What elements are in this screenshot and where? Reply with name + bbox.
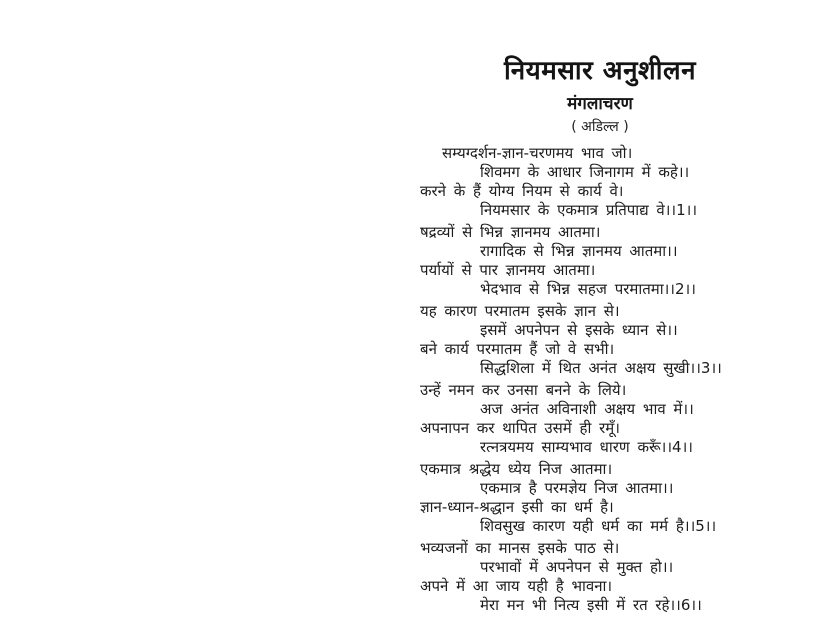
verse-line: शिवसुख कारण यही धर्म का मर्म है।।5।।	[480, 517, 717, 535]
verse-line: मेरा मन भी नित्य इसी में रत रहे।।6।।	[480, 596, 702, 614]
verse-line: षद्रव्यों से भिन्न ज्ञानमय आतमा।	[420, 223, 601, 241]
verse-line: शिवमग के आधार जिनागम में कहे।।	[480, 163, 690, 181]
verse-line: उन्हें नमन कर उनसा बनने के लिये।	[420, 381, 627, 399]
verse-line: रागादिक से भिन्न ज्ञानमय आतमा।।	[480, 242, 678, 260]
verse-line: एकमात्र श्रद्धेय ध्येय निज आतमा।	[420, 460, 613, 478]
verse-block	[420, 144, 780, 615]
verse-line: भव्यजनों का मानस इसके पाठ से।	[420, 539, 620, 557]
verse-line: रत्नत्रयमय साम्यभाव धारण करूँ।।4।।	[480, 438, 693, 456]
verse-5	[420, 460, 780, 536]
book-title: नियमसार अनुशीलन	[503, 56, 697, 86]
verse-line: नियमसार के एकमात्र प्रतिपाद्य वे।।1।।	[480, 201, 698, 219]
verse-line: करने के हैं योग्य नियम से कार्य वे।	[420, 182, 624, 200]
verse-line: परभावों में अपनेपन से मुक्त हो।।	[480, 558, 674, 576]
verse-line: अपने में आ जाय यही है भावना।	[420, 577, 613, 595]
meter-label: ( अडिल्ल )	[571, 119, 629, 135]
verse-1	[420, 144, 780, 220]
verse-line: यह कारण परमातम इसके ज्ञान से।	[420, 302, 620, 320]
section-heading: मंगलाचरण	[567, 94, 633, 114]
verse-line: सम्यग्दर्शन-ज्ञान-चरणमय भाव जो।	[442, 144, 633, 162]
verse-6	[420, 539, 780, 615]
verse-line: अपनापन कर थापित उसमें ही रमूँ।	[420, 419, 620, 437]
verse-2	[420, 223, 780, 299]
page-content	[420, 54, 780, 618]
verse-line: इसमें अपनेपन से इसके ध्यान से।।	[480, 321, 678, 339]
verse-line: बने कार्य परमातम हैं जो वे सभी।	[420, 340, 615, 358]
verse-3	[420, 302, 780, 378]
verse-line: सिद्धशिला में थित अनंत अक्षय सुखी।।3।।	[480, 359, 722, 377]
verse-line: भेदभाव से भिन्न सहज परमातमा।।2।।	[480, 280, 696, 298]
verse-4	[420, 381, 780, 457]
verse-line: ज्ञान-ध्यान-श्रद्धान इसी का धर्म है।	[420, 498, 614, 516]
verse-line: पर्यायों से पार ज्ञानमय आतमा।	[420, 261, 596, 279]
verse-line: एकमात्र है परमज्ञेय निज आतमा।।	[480, 479, 674, 497]
verse-line: अज अनंत अविनाशी अक्षय भाव में।।	[480, 400, 694, 418]
